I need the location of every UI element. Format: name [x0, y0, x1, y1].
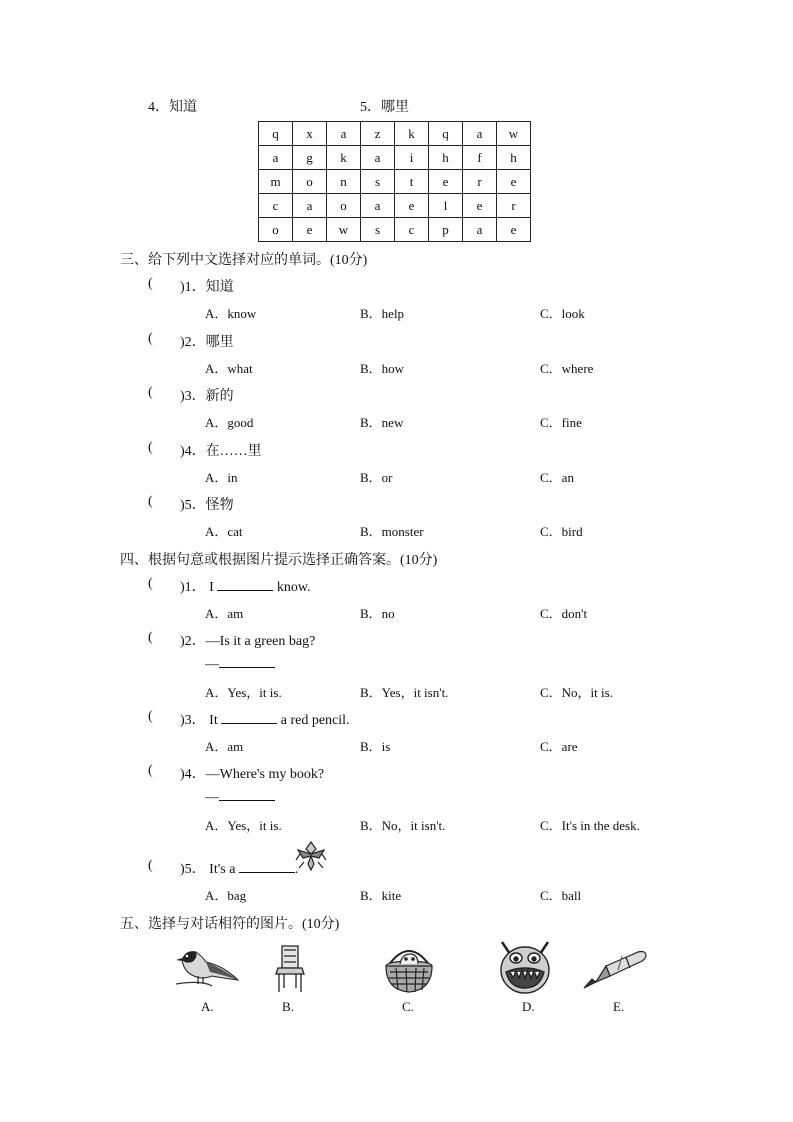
word-search-cell[interactable]: q	[259, 122, 293, 146]
word-search-cell[interactable]: s	[361, 218, 395, 242]
s4-q4-option-a[interactable]: A．Yes，it is.	[205, 818, 282, 833]
word-search-cell[interactable]: a	[361, 146, 395, 170]
word-search-cell[interactable]: t	[395, 170, 429, 194]
s4-q2-answer-line	[205, 655, 275, 673]
s4-q4-stem	[180, 763, 324, 783]
s3-q3-option-b[interactable]: B．new	[360, 415, 404, 430]
s4-q3-stem	[180, 709, 350, 729]
s4-q3-pre: It	[209, 713, 218, 728]
word-search-cell[interactable]: a	[361, 194, 395, 218]
s4-q5-option-c[interactable]: C．ball	[540, 888, 582, 903]
bird-image	[172, 940, 242, 992]
word-search-cell[interactable]: r	[497, 194, 531, 218]
s4-q2-option-b[interactable]: B．Yes，it isn't.	[360, 685, 449, 700]
section-4-title: 四、根据句意或根据图片提示选择正确答案。(10分)	[120, 553, 438, 568]
s4-q2-option-c[interactable]: C．No，it is.	[540, 685, 613, 700]
s3-q4-option-b[interactable]: B．or	[360, 470, 393, 485]
s3-q2-option-b[interactable]: B．how	[360, 361, 405, 376]
word-search-cell[interactable]: w	[327, 218, 361, 242]
word-search-cell[interactable]: z	[361, 122, 395, 146]
word-search-cell[interactable]: e	[497, 218, 531, 242]
word-search-row	[259, 122, 531, 146]
s4-q2-num: )2．	[180, 634, 206, 649]
word-search-cell[interactable]: p	[429, 218, 463, 242]
word-search-label-5: 5．哪里	[360, 100, 409, 115]
answer-blank[interactable]	[239, 860, 295, 873]
s4-q1-option-a[interactable]: A．am	[205, 606, 244, 621]
s3-q1-paren: (	[148, 276, 153, 291]
s4-q2-stem	[180, 630, 315, 650]
word-search-row	[259, 218, 531, 242]
s3-q5-option-c[interactable]: C．bird	[540, 524, 583, 539]
word-search-cell[interactable]: o	[259, 218, 293, 242]
s4-q1-pre: I	[209, 580, 214, 595]
word-search-cell[interactable]: r	[463, 170, 497, 194]
basket-cat-image	[380, 940, 438, 994]
word-search-cell[interactable]: h	[497, 146, 531, 170]
word-search-row	[259, 170, 531, 194]
s4-q1-paren: (	[148, 576, 153, 591]
word-search-cell[interactable]: o	[293, 170, 327, 194]
s4-q5-num: )5．	[180, 862, 206, 877]
word-search-cell[interactable]: e	[293, 218, 327, 242]
s4-q3-paren: (	[148, 709, 153, 724]
picture-label-a: A.	[201, 999, 214, 1014]
picture-label-b: B.	[282, 999, 294, 1014]
s4-q5-option-a[interactable]: A．bag	[205, 888, 247, 903]
word-search-cell[interactable]: h	[429, 146, 463, 170]
answer-blank[interactable]	[221, 711, 277, 724]
s4-q2-paren: (	[148, 630, 153, 645]
s4-q3-option-b[interactable]: B．is	[360, 739, 391, 754]
word-search-cell[interactable]: x	[293, 122, 327, 146]
word-search-cell[interactable]: a	[327, 122, 361, 146]
word-search-cell[interactable]: f	[463, 146, 497, 170]
word-search-cell[interactable]: o	[327, 194, 361, 218]
section-5-title: 五、选择与对话相符的图片。(10分)	[120, 917, 340, 932]
picture-label-e: E.	[613, 999, 625, 1014]
chair-image	[272, 944, 308, 994]
s3-q5-option-b[interactable]: B．monster	[360, 524, 424, 539]
section-3-title: 三、给下列中文选择对应的单词。(10分)	[120, 253, 368, 268]
s3-q4-stem: )4．在……里	[180, 444, 262, 459]
word-search-cell[interactable]: e	[395, 194, 429, 218]
s4-q2-option-a[interactable]: A．Yes，it is.	[205, 685, 282, 700]
s3-q2-paren: (	[148, 331, 153, 346]
monster-image	[496, 938, 554, 996]
word-search-cell[interactable]: n	[327, 170, 361, 194]
s3-q1-option-b[interactable]: B．help	[360, 306, 405, 321]
word-search-cell[interactable]: s	[361, 170, 395, 194]
s4-q4-answer-line	[205, 788, 275, 806]
word-search-row	[259, 146, 531, 170]
word-search-cell[interactable]: c	[259, 194, 293, 218]
s4-q3-option-a[interactable]: A．am	[205, 739, 244, 754]
s4-q4-option-b[interactable]: B．No，it isn't.	[360, 818, 446, 833]
s3-q1-option-c[interactable]: C．look	[540, 306, 585, 321]
word-search-cell[interactable]: a	[463, 218, 497, 242]
s3-q5-paren: (	[148, 494, 153, 509]
s3-q1-option-a[interactable]: A．know	[205, 306, 257, 321]
word-search-cell[interactable]: g	[293, 146, 327, 170]
word-search-cell[interactable]: e	[429, 170, 463, 194]
word-search-cell[interactable]: c	[395, 218, 429, 242]
s3-q4-paren: (	[148, 440, 153, 455]
s4-q5-paren: (	[148, 858, 153, 873]
s4-q3-post: a red pencil.	[280, 713, 350, 728]
word-search-row	[259, 194, 531, 218]
word-search-cell[interactable]: e	[463, 194, 497, 218]
s4-q4-question: —Where's my book?	[205, 767, 325, 782]
s3-q3-paren: (	[148, 385, 153, 400]
s3-q4-option-c[interactable]: C．an	[540, 470, 574, 485]
s4-q3-option-c[interactable]: C．are	[540, 739, 578, 754]
s4-q5-post: .	[294, 862, 299, 877]
s3-q5-option-a[interactable]: A．cat	[205, 524, 243, 539]
s4-q4-dash: —	[205, 790, 219, 805]
s4-q4-paren: (	[148, 763, 153, 778]
s3-q3-option-c[interactable]: C．fine	[540, 415, 582, 430]
picture-label-c: C.	[402, 999, 414, 1014]
word-search-cell[interactable]: a	[463, 122, 497, 146]
s4-q1-stem	[180, 576, 311, 596]
s3-q1-stem: )1．知道	[180, 280, 234, 295]
s4-q1-option-c[interactable]: C．don't	[540, 606, 588, 621]
s4-q4-num: )4．	[180, 767, 206, 782]
s4-q3-num: )3．	[180, 713, 206, 728]
s3-q2-option-a[interactable]: A．what	[205, 361, 253, 376]
word-search-cell[interactable]: i	[395, 146, 429, 170]
s4-q2-question: —Is it a green bag?	[205, 634, 316, 649]
s4-q1-post: know.	[276, 580, 311, 595]
word-search-cell[interactable]: l	[429, 194, 463, 218]
s4-q5-pre: It's a	[209, 862, 236, 877]
s3-q4-option-a[interactable]: A．in	[205, 470, 238, 485]
word-search-cell[interactable]: w	[497, 122, 531, 146]
s4-q5-option-b[interactable]: B．kite	[360, 888, 402, 903]
pen-image	[582, 948, 650, 992]
s4-q1-num: )1．	[180, 580, 206, 595]
s4-q2-dash: —	[205, 657, 219, 672]
word-search-cell[interactable]: k	[395, 122, 429, 146]
kite-image	[294, 840, 328, 874]
answer-blank[interactable]	[217, 578, 273, 591]
word-search-cell[interactable]: q	[429, 122, 463, 146]
s3-q3-stem: )3．新的	[180, 389, 234, 404]
s4-q4-option-c[interactable]: C．It's in the desk.	[540, 818, 640, 833]
word-search-label-4: 4．知道	[148, 100, 197, 115]
s3-q2-stem: )2．哪里	[180, 335, 234, 350]
s3-q2-option-c[interactable]: C．where	[540, 361, 594, 376]
word-search-cell[interactable]: a	[259, 146, 293, 170]
s3-q3-option-a[interactable]: A．good	[205, 415, 254, 430]
word-search-cell[interactable]: m	[259, 170, 293, 194]
word-search-grid	[258, 121, 531, 242]
picture-label-d: D.	[522, 999, 535, 1014]
word-search-cell[interactable]: e	[497, 170, 531, 194]
s3-q5-stem: )5．怪物	[180, 498, 234, 513]
s4-q5-stem	[180, 858, 298, 878]
answer-blank[interactable]	[219, 655, 275, 668]
word-search-cell[interactable]: a	[293, 194, 327, 218]
word-search-cell[interactable]: k	[327, 146, 361, 170]
s4-q1-option-b[interactable]: B．no	[360, 606, 395, 621]
answer-blank[interactable]	[219, 788, 275, 801]
